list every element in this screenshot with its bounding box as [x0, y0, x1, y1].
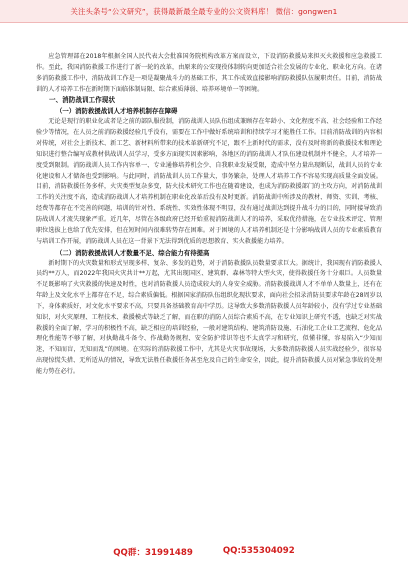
- top-banner: [0, 0, 408, 23]
- body-paragraph-2: 新时期下的火灾数量和形式呈现多样、复杂、多发的趋势，对于消防救援队员数量要求巨大。据统计，我国现有消防救援人员约**万人，而2022年我国火灾共计**万起，尤其出现国区、建筑群、森林等特大型火灾，使得救援任务十分艰巨。人员数量不足既影响了火灾救援的快速及时性，也对消防救援人员造成较大的人身安全威胁。消防救援战训人才不单单人数量上，还有在年龄上及文化水平上都存在不足，综合素质偏低。根据国家消防队伍组织化现状要求，面向社会招录消防员要求年龄在28周岁以下，身体素质好，对文化水平要求不高，只要具备基础教育高中学历。这导致大多数消防救援人员年龄较小，没有学过专业基础知识，对火灾原理、工程技术、救援模式等缺乏了解，而在职的消防人员综合素质不高，在专业知识上研究不透，也缺乏对实战救援的全面了解，学习的积极性不高，缺乏相应的培训经验，一般对建筑结构、建筑消防设施、石油化工企业工艺流程、危化品理化性能等不够了解，对执勤战斗备令、作战勤务规程、安全防护常识等也不太真学习和研究，似懂非懂，容易陷入“少知而迷，不知而盲，无知而乱”的困境。在实际的消防救援工作中，尤其是火灾事故现场，大多数消防救援人员实战经验少，很容易出现惊慌失措、无所适从的情况，导致无法胜任救援任务甚至危及自己的生命安全，因此，提升消防救援人员对紧急事故的处理能力势在必行。: [36, 259, 382, 375]
- intro-paragraph: 应急管理部在2018年根据全国人民代表大会批准国务院机构改革方案而设立，下设消防救援局来担灭火救援和应急救援工作。至此，我国消防救援工作进行了新一轮的改革，由原来的公安现役体制转向更加适合社会发展的专业化、职业化方向。在诸多消防救援工作中，消防战训工作是一项是凝聚战斗力的基础工作，其工作成效直接影响消防救援队伍履职责任。目前，消防战训的人才培养工作在新时期下面临体制局限、综合素质薄弱、培养环境单一等困境。: [36, 53, 382, 93]
- document-body: [36, 52, 382, 378]
- body-paragraph-1: 无论是现行的职业化或者是之前的部队服役制，消防战训人员队伍组成兼顾存在年龄小、文化程度不高、社会经验和工作经验少等情况，在人员之前消防救援经验几乎没有，需要在工作中做好系统培训和持续学习才能胜任工作。目前消防战训的内容相对传统，对社会上新技术、新工艺、新材料所带来的技术革新研究不足，跟不上新时代的需求，没有及时将新的救援技术和理论知识进行整合编写成教材供战训人员学习，受多方面现实因素影响，各地区的消防战训人才队伍建设机制并不健全，人才培养一度受到限制。消防战训人员工作内容单一、专业通修培养机会少、自我职业发展受限，造成中坚力量出现断层，战训人员的专业化建设和人才储备也受到影响。与此同时，消防战训人员工作量大，事务繁杂，处理人才培养工作不容易实现高质量全面发展。目前，消防救援任务多样，火灾类型复杂多变，防火技术研究工作也在随着建设，也成为消防救援部门的主攻方向，对消防战训工作的关注度不高，造成消防战训人才培养机制在职业化改革后没有及时更新。消防战训中所涉及的教材、师资、实训、考核、经费等都存在不完善的问题，培训的针对性、系统性、实效性体现不明显，没有通过战训达到提升战斗力的目的，同时接导致消防战训人才流失现象严重。近几年，尽管在各级政府已经开始重视消防战训人才的培养，采取优待措施，在专业技术评定、管理职位选拔上也给了优先安排，但在短时间内很难转势存在困难。对于困境的人才培养机制还是十分影响战训人员的专业素质教育与培训工作开展，消防战训人员在这一背景下无法得到优质的思想教育、实火救援能力培养。: [36, 118, 382, 245]
- footer-qq-group: QQ群：31991489: [113, 548, 193, 558]
- subsection-heading-1: （一）消防救援战训人才培养机制存在障碍: [56, 107, 178, 116]
- subsection-heading-2: （二）消防救援战训人才数量不足、综合能力有待提高: [56, 248, 210, 257]
- footer-qq: QQ:535304092: [222, 546, 295, 556]
- footer-contact: [0, 546, 408, 560]
- section-heading: 一、消防战训工作现状: [49, 96, 115, 105]
- banner-text: 关注头条号“公文研究”，获得最新最全最专业的公文资料库！ 微信：gongwen1: [70, 6, 338, 16]
